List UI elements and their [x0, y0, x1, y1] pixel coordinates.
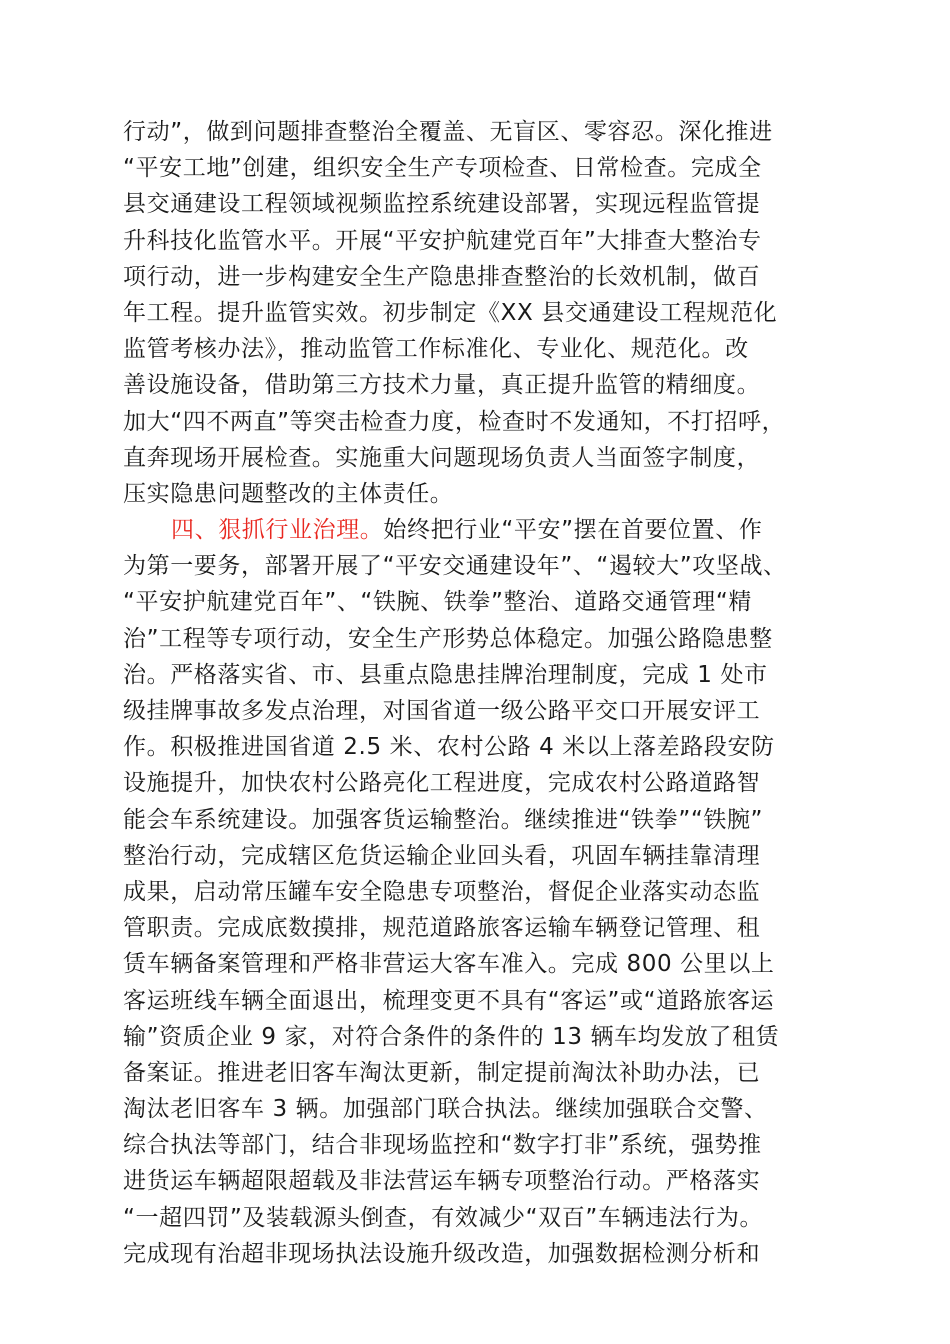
text-line: 设施提升，加快农村公路亮化工程进度，完成农村公路道路智: [123, 770, 761, 797]
text-line: 综合执法等部门，结合非现场监控和“数字打非”系统，强势推: [123, 1132, 762, 1159]
text-line: 压实隐患问题整改的主体责任。: [123, 480, 454, 507]
text-line: 加大“四不两直”等突击检查力度，检查时不发通知，不打招呼，: [123, 408, 786, 435]
text-line: 完成现有治超非现场执法设施升级改造，加强数据检测分析和: [123, 1240, 761, 1267]
text-line: 项行动，进一步构建安全生产隐患排查整治的长效机制，做百: [123, 263, 761, 290]
text-line: 治”工程等专项行动，安全生产形势总体稳定。加强公路隐患整: [123, 625, 773, 652]
text-line: 淘汰老旧客车 3 辆。加强部门联合执法。继续加强联合交警、: [123, 1096, 768, 1123]
text-line: 直奔现场开展检查。实施重大问题现场负责人当面签字制度，: [123, 444, 761, 471]
text-line: 输”资质企业 9 家，对符合条件的条件的 13 辆车均发放了租赁: [123, 1023, 780, 1050]
text-line: 善设施设备，借助第三方技术力量，真正提升监管的精细度。: [123, 372, 761, 399]
text-line: 进货运车辆超限超载及非法营运车辆专项整治行动。严格落实: [123, 1168, 761, 1195]
paragraph-2: [123, 512, 835, 1272]
text-line: 治。严格落实省、市、县重点隐患挂牌治理制度，完成 1 处市: [123, 661, 768, 688]
paragraph-2-first-line-text: 始终把行业“平安”摆在首要位置、作: [383, 517, 763, 544]
text-line: 行动”，做到问题排查整治全覆盖、无盲区、零容忍。深化推进: [123, 119, 773, 145]
text-line: 级挂牌事故多发点治理，对国省道一级公路平交口开展安评工: [123, 698, 761, 724]
text-line: 管职责。完成底数摸排，规范道路旅客运输车辆登记管理、租: [123, 915, 761, 942]
text-line: 监管考核办法》，推动监管工作标准化、专业化、规范化。改: [123, 336, 749, 363]
text-line: “一超四罚”及装载源头倒查，有效减少“双百”车辆违法行为。: [123, 1204, 764, 1231]
text-line: 成果，启动常压罐车安全隐患专项整治，督促企业落实动态监: [123, 878, 761, 905]
text-line: 县交通建设工程领域视频监控系统建设部署，实现远程监管提: [123, 191, 761, 218]
text-line: 能会车系统建设。加强客货运输整治。继续推进“铁拳”“铁腕”: [123, 806, 764, 833]
text-line: 升科技化监管水平。开展“平安护航建党百年”大排查大整治专: [123, 227, 762, 254]
paragraph-2-first-line: [123, 512, 835, 548]
section-heading: 四、狠抓行业治理。: [171, 517, 384, 544]
text-line: 为第一要务，部署开展了“平安交通建设年”、“遏较大”攻坚战、: [123, 553, 787, 580]
text-line: 年工程。提升监管实效。初步制定《XX 县交通建设工程规范化: [123, 299, 778, 326]
text-line: 整治行动，完成辖区危货运输企业回头看，巩固车辆挂靠清理: [123, 842, 761, 869]
text-line: “平安工地”创建，组织安全生产专项检查、日常检查。完成全: [123, 155, 762, 182]
paragraph-1: [123, 114, 835, 512]
text-line: 作。积极推进国省道 2.5 米、农村公路 4 米以上落差路段安防: [123, 734, 775, 761]
text-line: 备案证。推进老旧客车淘汰更新，制定提前淘汰补助办法，已: [123, 1059, 761, 1086]
text-line: 客运班线车辆全面退出，梳理变更不具有“客运”或“道路旅客运: [123, 987, 775, 1014]
text-line: “平安护航建党百年”、“铁腕、铁拳”整治、道路交通管理“精: [123, 589, 752, 616]
text-line: 赁车辆备案管理和严格非营运大客车准入。完成 800 公里以上: [123, 951, 775, 978]
document-body: [123, 114, 835, 1272]
